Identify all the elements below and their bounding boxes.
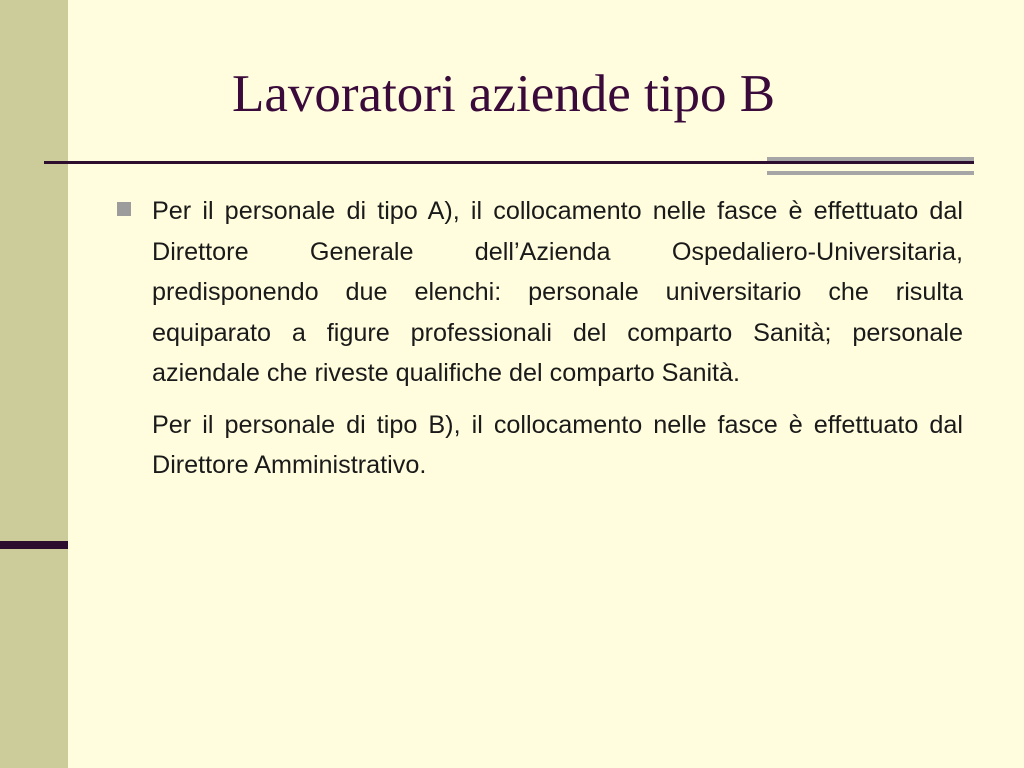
slide-body xyxy=(152,191,963,486)
body-paragraph: Per il personale di tipo B), il collocamento nelle fasce è effettuato dal Direttore Amministrativo. xyxy=(152,410,963,479)
decorative-bar-bottom xyxy=(767,171,974,175)
title-divider xyxy=(44,161,974,164)
side-accent-bar xyxy=(0,541,68,549)
body-paragraph: Per il personale di tipo A), il collocamento nelle fasce è effettuato dal Direttore Generale dell’Azienda Ospedaliero-Universitaria, predisponendo due elenchi: personale universitario che risulta equiparato a figure professionali del comparto Sanità; personale aziendale che riveste qualifiche del comparto Sanità. xyxy=(152,197,963,387)
slide-title: Lavoratori aziende tipo B xyxy=(232,65,776,123)
decorative-bar-top xyxy=(767,157,974,161)
side-band xyxy=(0,0,68,768)
square-bullet-icon xyxy=(117,202,131,216)
